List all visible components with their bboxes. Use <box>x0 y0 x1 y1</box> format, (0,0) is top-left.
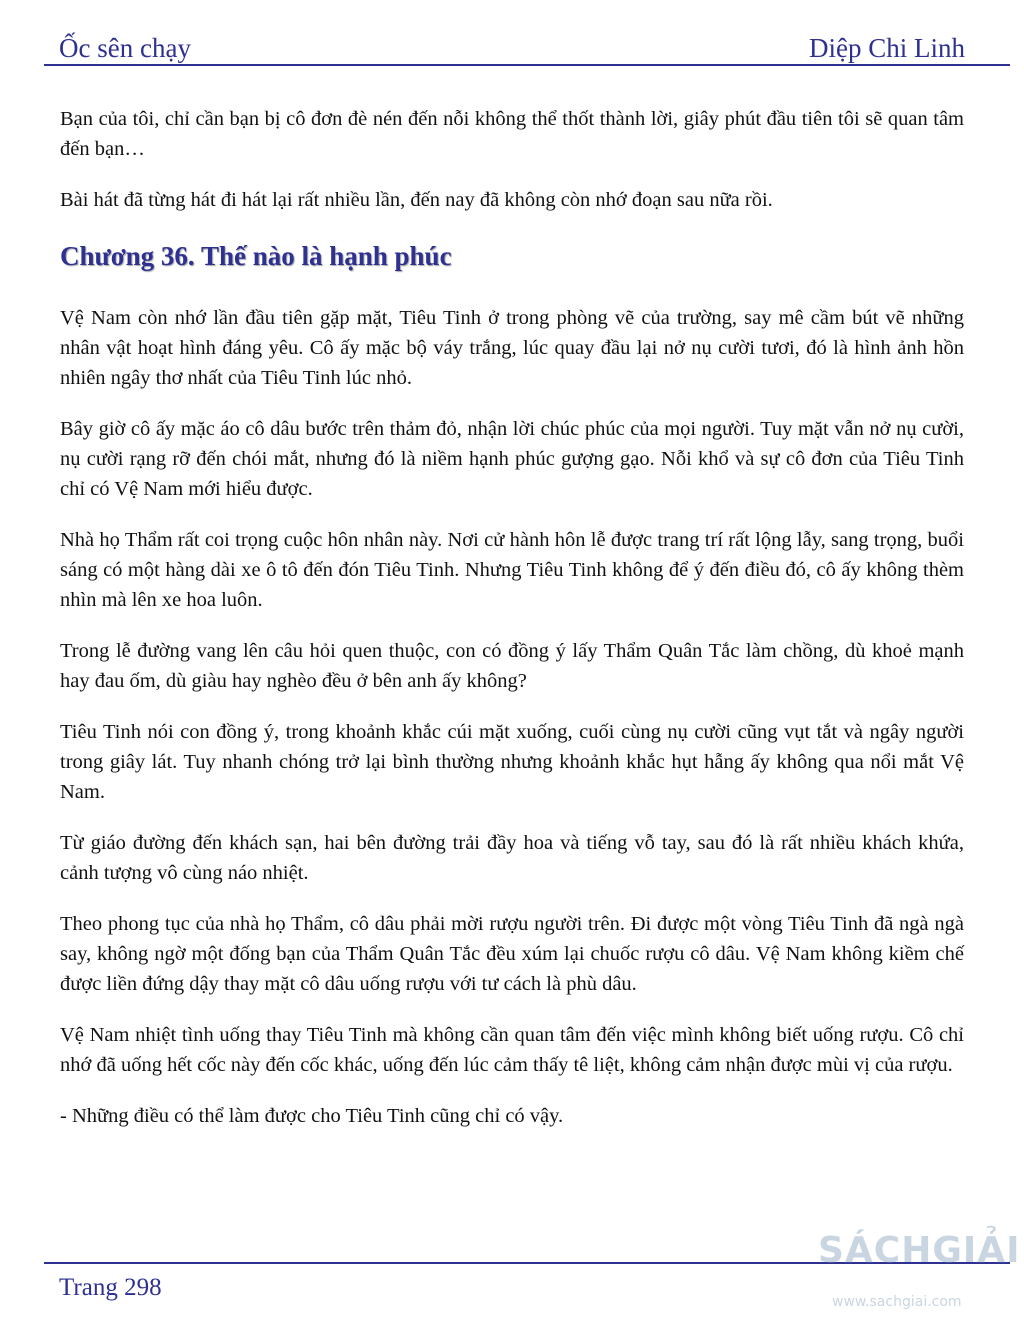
watermark-brand: SÁCHGIẢI <box>818 1230 1021 1271</box>
paragraph: Tiêu Tinh nói con đồng ý, trong khoảnh khắc cúi mặt xuống, cuối cùng nụ cười cũng vụt tắt và ngây người trong giây lát. Tuy nhanh chóng trở lại bình thường nhưng khoảnh khắc hụt hẫng ấy không qua nổi mắt Vệ Nam. <box>60 721 964 803</box>
page-header <box>59 24 965 64</box>
chapter-title: Chương 36. Thế nào là hạnh phúc <box>60 241 452 271</box>
page-content <box>60 104 964 1152</box>
page-number: Trang 298 <box>59 1274 162 1301</box>
paragraph: Bạn của tôi, chỉ cần bạn bị cô đơn đè nén đến nỗi không thể thốt thành lời, giây phút đầu tiên tôi sẽ quan tâm đến bạn… <box>60 108 964 160</box>
paragraph: Bây giờ cô ấy mặc áo cô dâu bước trên thảm đỏ, nhận lời chúc phúc của mọi người. Tuy mặt vẫn nở nụ cười, nụ cười rạng rỡ đến chói mắt, nhưng đó là niềm hạnh phúc gượng gạo. Nỗi khổ và sự cô đơn của Tiêu Tinh chỉ có Vệ Nam mới hiểu được. <box>60 418 964 500</box>
paragraph: Vệ Nam nhiệt tình uống thay Tiêu Tinh mà không cần quan tâm đến việc mình không biết uống rượu. Cô chỉ nhớ đã uống hết cốc này đến cốc khác, uống đến lúc cảm thấy tê liệt, không cảm nhận được mùi vị của rượu. <box>60 1024 964 1076</box>
paragraph: - Những điều có thể làm được cho Tiêu Tinh cũng chỉ có vậy. <box>60 1105 564 1127</box>
paragraph: Bài hát đã từng hát đi hát lại rất nhiều lần, đến nay đã không còn nhớ đoạn sau nữa rồi. <box>60 189 773 211</box>
header-divider <box>44 64 1010 66</box>
paragraph: Vệ Nam còn nhớ lần đầu tiên gặp mặt, Tiêu Tinh ở trong phòng vẽ của trường, say mê cầm bút vẽ những nhân vật hoạt hình đáng yêu. Cô ấy mặc bộ váy trắng, lúc quay đầu lại nở nụ cười tươi, đó là hình ảnh hồn nhiên ngây thơ nhất của Tiêu Tinh lúc nhỏ. <box>60 307 964 389</box>
paragraph: Nhà họ Thẩm rất coi trọng cuộc hôn nhân này. Nơi cử hành hôn lễ được trang trí rất lộng lẫy, sang trọng, buổi sáng có một hàng dài xe ô tô đến đón Tiêu Tinh. Nhưng Tiêu Tinh không để ý đến điều đó, cô ấy không thèm nhìn mà lên xe hoa luôn. <box>60 529 964 611</box>
paragraph: Theo phong tục của nhà họ Thẩm, cô dâu phải mời rượu người trên. Đi được một vòng Tiêu Tinh đã ngà ngà say, không ngờ một đống bạn của Thẩm Quân Tắc đều xúm lại chuốc rượu cô dâu. Vệ Nam không kiềm chế được liền đứng dậy thay mặt cô dâu uống rượu với tư cách là phù dâu. <box>60 913 964 995</box>
author-name: Diệp Chi Linh <box>809 33 965 63</box>
paragraph: Trong lễ đường vang lên câu hỏi quen thuộc, con có đồng ý lấy Thẩm Quân Tắc làm chồng, dù khoẻ mạnh hay đau ốm, dù giàu hay nghèo đều ở bên anh ấy không? <box>60 640 964 692</box>
watermark-url: www.sachgiai.com <box>832 1294 962 1310</box>
watermark-logo <box>818 1230 1024 1320</box>
book-title: Ốc sên chạy <box>59 33 191 63</box>
paragraph: Từ giáo đường đến khách sạn, hai bên đường trải đầy hoa và tiếng vỗ tay, sau đó là rất nhiều khách khứa, cảnh tượng vô cùng náo nhiệt. <box>60 832 964 884</box>
